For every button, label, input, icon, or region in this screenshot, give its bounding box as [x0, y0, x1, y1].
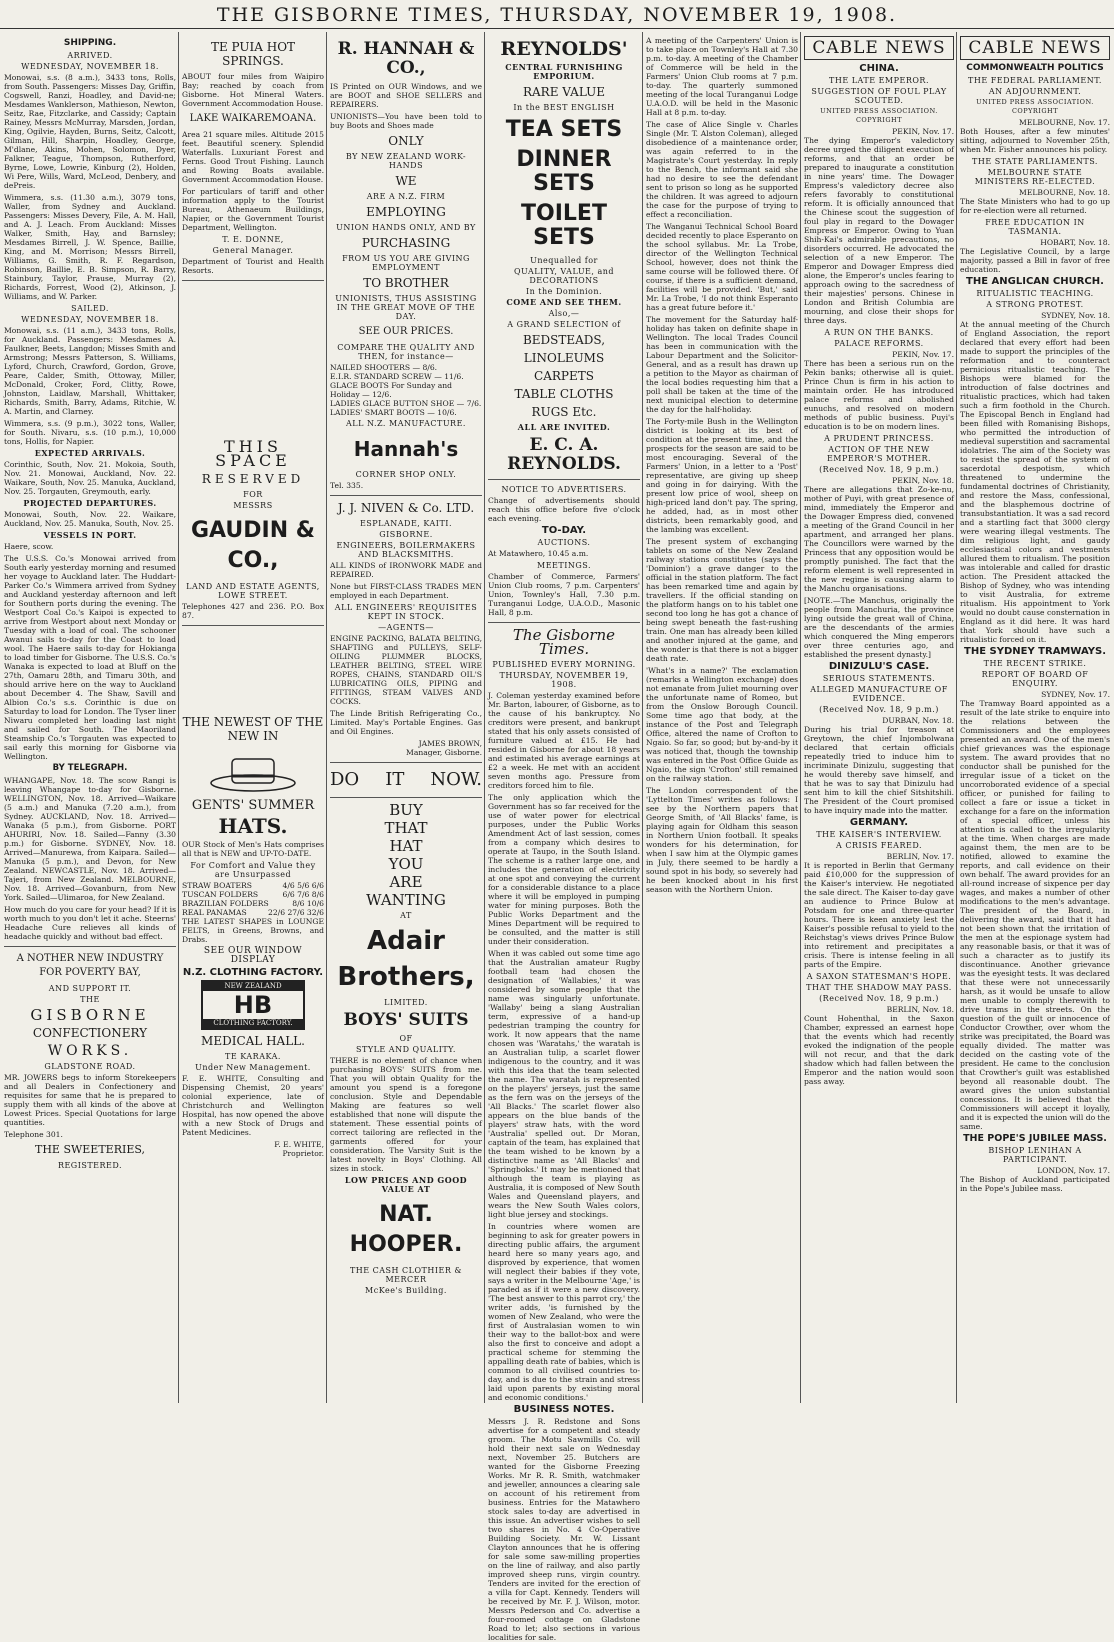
subheading: THAT THE SHADOW MAY PASS. — [806, 983, 952, 992]
ad-text: For Comfort and Value they are Unsurpassed — [190, 861, 316, 879]
ad-heading: THE NEWEST OF THE NEW IN — [182, 715, 324, 743]
section-heading: DINIZULU'S CASE. — [828, 661, 930, 672]
ad-heading: N.Z. CLOTHING FACTORY. — [182, 967, 324, 978]
slogan-word: DO — [330, 769, 360, 790]
column-news — [646, 36, 798, 1403]
slogan-word: WANTING — [366, 891, 446, 909]
ad-item: TABLE CLOTHS — [514, 387, 614, 401]
slogan-word: NOW. — [430, 769, 482, 790]
subheading: THE FEDERAL PARLIAMENT. — [968, 76, 1102, 85]
ad-heading: THE SWEETERIES, — [34, 1143, 146, 1156]
slogan-word: AT — [400, 911, 412, 920]
subheading: EXPECTED ARRIVALS. — [34, 448, 146, 458]
ad-text: FROM US YOU ARE GIVING EMPLOYMENT — [342, 254, 470, 272]
ad-text: REGISTERED. — [57, 1161, 123, 1170]
article-text: The case of Alice Single v. Charles Single (Mr. T. Alston Coleman), alleged disobedience of a maintenance order, was again referred to in the Magistrate's Court yesterday. In reply to the Bench, the informant said she had no desire to see the defendant sent to prison so long as he supported the children. It was agreed to adjourn the case for the purpose of trying to effect a reconciliation. — [646, 120, 798, 219]
article-text: Monowai, s.s. (11 a.m.), 3433 tons, Rolls, for Auckland. Passengers: Mesdames A. Faulkner, Beets, Langdon; Misses Smith and Armstrong; Messrs Patterson, S. Williams, Lyford, Church, Crawford, Gordon, Grove, Peare, Calder, Smith, Ottoway, Miller, McDonald, Croker, Ford, Clitty, Rowe, Johnston, Laidlaw, Marshall, Whittaker, Richards, Smith, Barry, Adams, Ritchie, W. A. Martin, and Clarney. — [4, 326, 176, 416]
item-name: LADIES' SMART BOOTS — [330, 408, 425, 417]
dateline: MELBOURNE, Nov. 18. — [1019, 188, 1110, 197]
article-text: Haere, scow. — [4, 542, 54, 551]
ad-text: Area 21 square miles. Altitude 2015 feet. Beautiful scenery. Splendid Waterfalls. Luxuriant Forest and Ferns. Good Trout Fishing. Launch and Rowing Boats available. Government Accommodation House. — [182, 130, 324, 184]
article-text: How much do you care for your head? If it is worth much to you don't let it ache. Steerns' Headache Cure relieves all kinds of headache quickly and without bad effect. — [4, 905, 177, 941]
article-text: At the annual meeting of the Church of England Association, the report declared that every effort had been made to support the principles of the reformation and to counteract pernicious ritualistic teaching. The Bishops were blamed for the introduction of false doctrines and ritualistic practices, which had taken such a firm foothold in the Church. The Episcopal Bench in England had been filled with Romanising Bishops, who permitted the introduction of medieval superstition and sacramental idolatries. The aim of the Society was to resist the spread of the system of sacerdotal despotism, which threatened to undermine the fundamental doctrines of Christianity, and restore the Mass, confessional, and the blasphemous doctrine of transubstantiation. It was a sad record and a startling fact that 3000 clergy were wearing illegal vestments. The dim religious light, and gaudy ecclesiastical colors and vestments allured them to ritualism. The position was intolerable and called for drastic action. The President attacked the Bishop of Sydney, who was intending to visit Australia, for extreme ritualism. His appointment to York would no doubt cause consternation in England as it did here. It was hard that York should have such a ritualistic forced on it. — [960, 320, 1110, 644]
section-heading: TO-DAY. — [541, 525, 587, 536]
notice-heading: NOTICE TO ADVERTISERS. — [501, 485, 627, 494]
ad-heading: TE PUIA HOT SPRINGS. — [210, 40, 296, 68]
slogan-word: YOU — [388, 855, 424, 873]
price-row — [182, 881, 324, 890]
ad-text: THERE is no element of chance when purchasing BOYS' SUITS from me. That you will obtain Quality for the amount you spend is a foregone conclusion. Style and Dependable Making are features so well established that none will dispute the statement. These essential points of correct tailoring are reflected in the garments offered for your consideration. The Varsity Suit is the latest novelty in Boys' Clothing. All sizes in stock. — [330, 1056, 482, 1173]
item-price: 4/6 5/6 6/6 — [282, 881, 324, 890]
subheading: SAILED. — [71, 304, 109, 313]
credit-line: UNITED PRESS ASSOCIATION. COPYRIGHT — [820, 107, 938, 124]
article-text: Monowai, South, Nov. 22. Waikare, Auckland, Nov. 25. Manuka, South, Nov. 25. — [4, 510, 176, 528]
section-heading: THE POPE'S JUBILEE MASS. — [963, 1133, 1107, 1144]
ad-text: LOW PRICES AND GOOD VALUE AT — [344, 1175, 468, 1194]
divider — [4, 946, 176, 947]
ad-signature: T. E. DONNE, — [222, 235, 284, 244]
section-banner: CABLE NEWS — [960, 36, 1110, 60]
dateline: WEDNESDAY, NOVEMBER 18. — [21, 315, 159, 324]
ad-text: ENGINEERS, BOILERMAKERS AND BLACKSMITHS. — [336, 541, 476, 559]
ad-brand: R. HANNAH & CO., — [337, 39, 475, 78]
hat-price-list — [182, 881, 324, 917]
dateline: DURBAN, Nov. 18. — [882, 716, 954, 725]
ad-heading: WORKS. — [47, 1043, 133, 1059]
ad-text: ALL KINDS of IRONWORK MADE and REPAIRED. — [330, 561, 482, 579]
slogan-word: THAT — [384, 819, 428, 837]
ad-text: COMPARE THE QUALITY AND THEN, for instance— — [337, 343, 475, 361]
ad-text: Department of Tourist and Health Resorts. — [182, 257, 324, 275]
article-text: J. Coleman yesterday examined before Mr. Barton, labourer, of Gisborne, as to the cause of his bankruptcy. No creditors were present, and bankrupt stated that his only assets consisted of furniture valued at £15. He had resided in Gisborne for about 18 years and estimated his average earnings at £2 a week. He met with an accident seven months ago. Pressure from creditors forced him to file. — [488, 691, 640, 790]
section-banner: CABLE NEWS — [804, 36, 954, 60]
ad-text: TE KARAKA. — [225, 1052, 281, 1061]
ad-item: LINOLEUMS — [523, 351, 605, 365]
ad-text: IS Printed on OUR Windows, and we are BOOT and SHOE SELLERS and REPAIRERS. — [330, 82, 482, 109]
ad-text: OF — [399, 1034, 413, 1043]
article-text: Corinthic, South, Nov. 21. Mokoia, South, Nov. 21. Monowai, Auckland, Nov. 22. Waikare, South, Nov. 25. Manuka, Auckland, Nov. 25. Torgauten, Greymouth, early. — [4, 460, 176, 496]
divider — [330, 762, 482, 763]
ad-text: ENGINE PACKING, BALATA BELTING, SHAFTING and PULLEYS, SELF-OILING PLUMMER BLOCKS, LEATHER BELTING, STEEL WIRE ROPES, CHAINS, STANDARD OIL'S LUBRICATING OILS, PIPING and FITTINGS, STEAM VALVES AND COCKS. — [330, 634, 482, 706]
dateline: THURSDAY, NOVEMBER 19, 1908. — [499, 671, 629, 689]
article-text: The State Ministers who had to go up for re-election were all returned. — [960, 197, 1110, 215]
spacer — [182, 286, 324, 436]
section-heading: THE SYDNEY TRAMWAYS. — [964, 646, 1106, 657]
column-shipping — [4, 36, 176, 1403]
ad-heading: HATS. — [218, 814, 288, 838]
subheading: MELBOURNE STATE MINISTERS RE-ELECTED. — [974, 168, 1096, 186]
divider — [488, 479, 640, 480]
ad-brand: Hannah's — [353, 437, 459, 461]
ad-text: MESSRS — [233, 501, 273, 510]
dateline: WEDNESDAY, NOVEMBER 18. — [21, 62, 159, 71]
subheading: THE STATE PARLIAMENTS. — [972, 157, 1098, 166]
item-price: 22/6 27/6 32/6 — [268, 908, 324, 917]
column-cable-news-2 — [960, 36, 1110, 1403]
dateline: PEKIN, Nov. 17. — [892, 127, 954, 136]
divider — [330, 495, 482, 496]
article-text: During his trial for treason at Greytown, the chief Injombolwana declared that certain officials repeatedly tried to induce him to incriminate Dinizulu, suggesting that he would thereby save himself, and that he was to say that Dinizulu had sent him to kill the chief Sitshitshili. The President of the Court promised to have inquiry made into the matter. — [804, 725, 954, 815]
subheading: BISHOP LENIHAN A PARTICIPANT. — [988, 1146, 1082, 1164]
item-price: 10/6. — [437, 408, 457, 417]
ad-heading: EMPLOYING — [366, 205, 446, 219]
ad-text: STYLE AND QUALITY. — [356, 1045, 456, 1054]
ad-signature: F. E. WHITE, — [274, 1140, 324, 1149]
subheading: VESSELS IN PORT. — [43, 530, 137, 540]
subheading: REPORT OF BOARD OF ENQUIRY. — [981, 670, 1089, 688]
article-text: In countries where women are beginning to ask for greater powers in directing public affairs, the argument heard here so many years ago, and disproved by experience, that women will neglect their babies if they vote, says a writer in the Melbourne 'Age,' is paraded as if it were a new discovery. 'The best answer to this parrot cry,' the writer adds, 'is furnished by the women of New Zealand, who were the first of Australasian women to win their way to the ballot-box and were also the first to conceive and adopt a practical scheme for stemming the appalling death rate of babies, which is common to all civilised countries to-day, and is due to the strain and stress laid upon parents by existing moral and economic conditions.' — [488, 1222, 640, 1402]
subheading: THE LATE EMPEROR. — [829, 76, 929, 85]
ad-text: GLADSTONE ROAD. — [44, 1062, 136, 1071]
divider — [330, 797, 482, 798]
boot-price-list — [330, 363, 482, 417]
divider — [182, 625, 324, 626]
ad-text: —AGENTS— — [378, 623, 434, 632]
clothing-factory-logo — [201, 980, 305, 1030]
column-rule — [956, 32, 957, 1403]
ad-heading: GISBORNE — [30, 1006, 150, 1024]
ad-heading: RARE VALUE — [522, 85, 605, 99]
article-text: [NOTE.—The Manchus, originally the people from Manchuria, the province lying outside the great wall of China, are the descendants of the armies which conquered the Ming emperors over three centuries ago, and established the present dynasty.] — [804, 596, 954, 659]
ad-text: CORNER SHOP ONLY. — [355, 470, 457, 479]
price-row — [182, 908, 324, 917]
column-editorial — [488, 36, 640, 1642]
newspaper-title: The Gisborne Times. — [512, 626, 616, 658]
section-heading: COMMONWEALTH POLITICS — [966, 63, 1104, 73]
subheading: THE RECENT STRIKE. — [983, 659, 1087, 668]
price-row — [182, 890, 324, 899]
section-heading: SHIPPING. — [63, 38, 117, 48]
item-name: STRAW BOATERS — [182, 881, 252, 890]
price-row — [182, 899, 324, 908]
article-text: Wimmera, s.s. (9 p.m.), 3022 tons, Waller, for South. Nivaru, s.s. (10 p.m.), 10,000 tons, Hollis, for Napier. — [4, 419, 176, 446]
logo-text: HB — [233, 991, 273, 1019]
received-line: (Received Nov. 18, 9 p.m.) — [819, 705, 939, 714]
ad-heading: THIS SPACE — [215, 437, 291, 470]
ad-text: ALL ENGINEERS' REQUISITES KEPT IN STOCK. — [334, 603, 478, 621]
ad-text: COME AND SEE THEM. — [506, 297, 622, 307]
subheading: THE KAISER'S INTERVIEW. — [816, 830, 942, 839]
ad-text: SEE OUR WINDOW DISPLAY — [203, 946, 303, 965]
spacer — [182, 631, 324, 711]
ad-phone: Tel. 335. — [330, 481, 364, 490]
ad-brand: NAT. HOOPER. — [349, 1202, 463, 1257]
article-text: Both Houses, after a few minutes' sitting, adjourned to November 25th, when Mr. Fisher announces his policy. — [960, 127, 1110, 154]
column-rule — [178, 32, 179, 1403]
ad-brand: E. C. A. REYNOLDS. — [507, 435, 621, 474]
section-heading: THE ANGLICAN CHURCH. — [966, 276, 1104, 287]
item-price: 6/6 7/6 8/6 — [282, 890, 324, 899]
ad-signature: General Manager. — [212, 246, 294, 255]
ad-phone: Telephone 301. — [4, 1130, 63, 1139]
ad-text: THE — [80, 995, 100, 1004]
subheading: SERIOUS STATEMENTS. — [822, 674, 936, 683]
item-price: 11/6. — [444, 372, 464, 381]
ad-heading: MEDICAL HALL. — [201, 1034, 305, 1048]
article-text: Messrs J. R. Redstone and Sons advertise for a competent and steady groom. The Motu Sawmills Co. will hold their next sale on Wednesday next, November 25. Butchers are wanted for the Gisborne Freezing Works. Mr R. R. Smith, watchmaker and jeweller, announces a clearing sale on account of his retirement from business. Entries for the Matawhero stock sales to-day are advertised in this issue. An advertiser wishes to sell two shares in No. 4 Co-Operative Building Society. Mr. W. Lissant Clayton announces that he is offering for sale some saw-milling properties on the line of railway, and also partly improved sheep runs, virgin country. Tenders are invited for the erection of a villa for Capt. Kennedy. Tenders will be received by Mr. F. J. Wilson, motor. Messrs Pederson and Co. advertise a four-roomed cottage on Gladstone Road to let; also sections in various localities for sale. — [488, 1417, 640, 1642]
ad-heading: TEA SETS — [505, 117, 623, 142]
item-price: 8/6. — [422, 363, 438, 372]
ad-item: BEDSTEADS, — [522, 333, 606, 347]
article-text: There has been a serious run on the Pekin banks; otherwise all is quiet. Prince Chun is firm in his action to maintain order. He has introduced palace reforms and abolished eunuchs, and resolved on modern methods of public business. Puyi's education is to be on modern lines. — [804, 359, 954, 431]
column-rule — [800, 32, 801, 1403]
ad-text: MR. JOWERS begs to inform Storekeepers and all Dealers in Confectionery and requisites for same that he is prepared to supply them with all kinds of the above at Lowest Prices. Special Quotations for large quantities. — [4, 1073, 176, 1127]
ad-heading: TOILET SETS — [521, 201, 607, 250]
dateline: BERLIN, Nov. 18. — [886, 1005, 954, 1014]
ad-text: UNION HANDS ONLY, AND BY — [336, 223, 476, 232]
logo-text: NEW ZEALAND — [203, 982, 303, 991]
item-price: 8/6 10/6 — [292, 899, 324, 908]
item-name: REAL PANAMAS — [182, 908, 247, 917]
ad-heading: WE — [395, 174, 417, 188]
dateline: LONDON, Nov. 17. — [1037, 1166, 1110, 1175]
ad-brand: REYNOLDS' — [500, 38, 628, 60]
article-text: Count Hohenthal, in the Saxon Chamber, expressed an earnest hope that the events which had recently evoked the indignation of the people will not recur, and that the dark shadow which had fallen between the Emperor and the nation would soon pass away. — [804, 1014, 954, 1086]
article-text: The movement for the Saturday half-holiday has taken on definite shape in Wellington. The local Trades Council has been in communication with the Labour Department and the Solicitor-General, and as a result has drawn up a petition to the Mayor as chairman of the local bodies requesting him that a poll shall be taken at the time of the next municipal election to determine the day for the half-holiday. — [646, 315, 798, 414]
article-text: The Legislative Council, by a large majority, passed a Bill in favor of free education. — [960, 247, 1110, 274]
masthead: THE GISBORNE TIMES, THURSDAY, NOVEMBER 19, 1908. — [0, 0, 1114, 29]
ad-text: ABOUT four miles from Waipiro Bay; reached by coach from Gisborne. Hot Mineral Waters. Government Accommodation House. — [182, 72, 324, 108]
ad-heading: LAKE WAIKAREMOANA. — [189, 113, 317, 124]
article-text: The present system of exchanging tablets on some of the New Zealand railway stations constitutes (says the 'Dominion') a grave danger to the official in the station platform. The fact has been remarked time and again by travellers. If the official standing on the platform hangs on to his tablet one second too long he has got a chance of being swept beneath the fast-rushing train. One man has already been killed and another injured at the game, and the wonder is that there is not a bigger death rate. — [646, 537, 798, 663]
section-heading: CHINA. — [859, 63, 899, 74]
article-text: The dying Emperor's valedictory decree urged the diligent execution of reforms, and that an order be prepared to inaugurate a constitution in nine years' time. The Dowager Empress's valedictory decree also refers favorably to constitutional reform. It is officially announced that the Chinese scout the suggestion of foul play in regard to the Dowager Empress or Emperor. Owing to Yuan Shih-Kai's admirable precautions, no disorders occurred. He advocated the selection of a new Emperor. The Emperor and Dowager Empress died alone, the Emperor's uncles fearing to approach owing to the sacredness of their majesties' persons. Chinese in London and British Columbia are mourning, and close their shops for three days. — [804, 136, 954, 325]
subheading: PROJECTED DEPARTURES. — [23, 498, 157, 508]
section-heading: GERMANY. — [849, 817, 909, 828]
dateline: BERLIN, Nov. 17. — [886, 852, 954, 861]
dateline: SYDNEY, Nov. 18. — [1041, 311, 1110, 320]
ad-heading: CONFECTIONERY — [32, 1026, 148, 1040]
article-text: The U.S.S. Co.'s Monowai arrived from South early yesterday morning and resumed her voyage to Auckland later. The Huddart-Parker Co.'s Wimmera arrived from Sydney and Auckland yesterday afternoon and left for Southern ports during the evening. The Westport Coal Co.'s Kaipoi is expected to arrive from Westport about next Monday or Tuesday with a load of coal. The schooner Awanui sails to-day for the Coast to load wool. The Haere sails to-day for Hokianga to load timber for Gisborne. The U.S.S. Co.'s Wanaka is expected to load at Bluff on the 27th, Oamaru 28th, and Timaru 30th, and should arrive here on the way to Auckland about December 4. The Shaw, Savill and Albion Co.'s s.s. Corinthic is due on Saturday to load for London. The Tyser liner Niwaru completed her loading last night and sailed for South. The Maoriland Steamship Co.'s Torgauten was expected to sail early this morning for Gisborne via Wellington. — [4, 554, 176, 761]
ad-text: LAND AND ESTATE AGENTS, LOWE STREET. — [186, 582, 320, 600]
ad-text: Also,— — [548, 309, 580, 318]
ad-text: UNIONISTS—You have been told to buy Boots and Shoes made — [330, 112, 482, 130]
ad-text: A GRAND SELECTION of — [507, 320, 621, 329]
ad-signature: JAMES BROWN, — [418, 739, 482, 748]
price-row: GLACE BOOTS For Sunday and Holiday — 12/6. — [330, 381, 453, 399]
article-text: The Bishop of Auckland participated in the Pope's Jubilee mass. — [960, 1175, 1110, 1193]
divider — [182, 280, 324, 281]
price-row: LADIES GLACE BUTTON SHOE — 7/6. — [330, 399, 482, 408]
subheading: ALLEGED MANUFACTURE OF EVIDENCE. — [810, 685, 948, 703]
ad-signature: Manager, Gisborne. — [406, 748, 482, 757]
subheading: PUBLISHED EVERY MORNING. — [492, 660, 636, 669]
ad-text: McKee's Building. — [365, 1286, 447, 1295]
subheading: ACTION OF THE NEW EMPEROR'S MOTHER. — [826, 445, 932, 463]
price-row: LADIES' SMART BOOTS — 10/6. — [330, 408, 457, 417]
received-line: (Received Nov. 18, 9 p.m.) — [819, 994, 939, 1003]
ad-text: THE LATEST SHAPES in LOUNGE FELTS, in Greens, Browns, and Drabs. — [182, 917, 324, 944]
article-text: It is reported in Berlin that Germany paid £10,000 for the suppression of the Kaiser's interview. He negotiated the sale direct. The Kaiser to-day gave an audience to Prince Bulow at Potsdam for one and three-quarter hours. There is keen anxiety lest the Kaiser's possible refusal to yield to the Reichstag's views drives Prince Bulow into retirement and precipitates a crisis. There is intense feeling in all parts of the Empire. — [804, 861, 954, 969]
ad-text: AND SUPPORT IT. — [48, 984, 132, 993]
dateline: MELBOURNE, Nov. 17. — [1019, 118, 1110, 127]
ad-text: ESPLANADE, KAITI. — [359, 519, 453, 528]
item-name: TUSCAN FOLDERS — [182, 890, 259, 899]
ad-text: None but FIRST-CLASS TRADES MEN employed in each Department. — [330, 582, 482, 600]
article-text: The Forty-mile Bush in the Wellington district is looking at its best of condition at the present time, and the prospects for the season are said to be most encouraging. Several of the Farmers' Union, in a letter to a 'Post' representative, are giving up sheep and going in for dairying. With the present low price of wool, sheep on high-priced land don't pay. The spring, he added, had, as in most other districts, been remarkably good, and the lambing was excellent. — [646, 417, 798, 534]
subheading: RITUALISTIC TEACHING. — [976, 289, 1094, 298]
subheading: A RUN ON THE BANKS. — [824, 328, 934, 337]
ad-item: RUGS Etc. — [531, 405, 597, 419]
article-text: The Wanganui Technical School Board decided recently to place Esperanto on the school syllabus. Mr. La Trobe, director of the Wellington Technical School, however, does not think the same course will be followed there. Of course, if there is a sufficient demand, facilities will be provided. 'But,' said Mr. La Trobe, 'I do not think Esperanto has a great future before it.' — [646, 222, 798, 312]
ad-heading: SEE OUR PRICES. — [358, 326, 454, 337]
subheading: PALACE REFORMS. — [834, 339, 924, 348]
ad-text: QUALITY, VALUE, and DECORATIONS — [513, 267, 615, 285]
subheading: A SAXON STATESMAN'S HOPE. — [806, 972, 952, 981]
ad-text: GISBORNE. — [379, 530, 433, 539]
price-row: NAILED SHOOTERS — 8/6. — [330, 363, 438, 372]
ad-text: F. E. WHITE, Consulting and Dispensing Chemist, 20 years' colonial experience, late of Christchurch and Wellington Hospital, has now opened the above with a new Stock of Drugs and Patent Medicines. — [182, 1074, 324, 1137]
ad-heading: GENTS' SUMMER — [191, 798, 315, 813]
ad-brand: J. J. NIVEN & Co. LTD. — [337, 501, 475, 515]
ad-brand: Brothers, — [337, 962, 475, 992]
credit-line: UNITED PRESS ASSOCIATION. COPYRIGHT — [976, 98, 1094, 115]
ad-heading: BOYS' SUITS — [343, 1010, 469, 1030]
subheading: FREE EDUCATION IN TASMANIA. — [985, 218, 1085, 236]
ad-heading: TO BROTHER — [363, 276, 449, 290]
column-rule — [642, 32, 643, 1403]
item-price: 12/6. — [372, 390, 392, 399]
slogan-word: BUY — [389, 801, 423, 819]
item-name: GLACE BOOTS For Sunday and Holiday — [330, 381, 453, 399]
ad-text: FOR — [243, 490, 263, 499]
item-name: BRAZILIAN FOLDERS — [182, 899, 269, 908]
slogan-word: HAT — [389, 837, 423, 855]
item-name: E.I.R. STANDARD SCREW — [330, 372, 432, 381]
ad-text: For particulars of tariff and other information apply to the Tourist Bureau, Athenaeum Buildings, Napier, or the Government Tourist Department, Wellington. — [182, 187, 324, 232]
article-text: There are allegations that Zo-ke-nu, mother of Puyi, with great presence of mind, immediately the Emperor and the Dowager Empress died, convened a meeting of the Grand Council in her apartment, and arranged her plans. The Councillors were warned by the Princess that any opposition would be promptly punished. The fact that the reform element is well represented in the new regime is causing alarm to the Manchu organisations. — [804, 485, 954, 593]
ad-text: ALL ARE INVITED. — [517, 422, 611, 432]
article-text: The only application which the Government has so far received for the use of water power for electrical purposes, under the Public Works Amendment Act of last session, comes from a company which desires to operate at Taupo, in the South Island. The scheme is a rather large one, and includes the generation of electricity at one spot and conveying the current for a considerable distance to a place where it will be employed in pumping water for mining purposes. Both the Public Works Department and the Mines Department will be required to be consulted, and the matter is still under their consideration. — [488, 793, 640, 946]
article-text: The London correspondent of the 'Lyttelton Times' writes as follows: I see by the Northern papers that George Smith, of 'All Blacks' fame, is playing again for Oldham this season in Northern Union football. It speaks wonders for his determination, for when I saw him at the Olympic games in July, there seemed to be hardly a sound spot in his body, so severely had he been knocked about in his first season with the Northern Union. — [646, 786, 798, 894]
price-row: E.I.R. STANDARD SCREW — 11/6. — [330, 372, 464, 381]
subheading: AUCTIONS. — [537, 538, 591, 547]
ad-text: The Linde British Refrigerating Co., Limited. May's Portable Engines. Gas and Oil Engines. — [330, 709, 482, 736]
slogan-word: ARE — [389, 873, 423, 891]
hat-illustration — [208, 749, 298, 793]
subheading: A CRISIS FEARED. — [836, 841, 922, 850]
subheading: SUGGESTION OF FOUL PLAY SCOUTED. — [811, 87, 947, 105]
ad-heading: RESERVED — [201, 472, 305, 486]
article-text: When it was cabled out some time ago that the Australian amateur Rugby football team had chosen the designation of 'Wallabies,' it was considered by some people that the name was singularly unfortunate. 'Wallaby' being a slang Australian term, expressive of a hand-up pedestrian tramping the country for work. It now appears that the name chosen was 'Waratahs,' the waratah is an Australian tulip, a scarlet flower indigenous to the country, and it was with this idea that the team selected the name. The waratah is represented on the players' jerseys, just the same as the fern was on the jerseys of the 'All Blacks.' The scarlet flower also appears on the blue bands of the players' straw hats, with the word 'Australia' spelled out. Dr Moran, captain of the team, has explained that the team wished to be known by a distinctive name as 'All Blacks' and 'Springboks.' It may be mentioned that although the team is playing as Australia, it is composed of New South Wales and Queensland players, and wears the New South Wales colors, light blue jersey and stockings. — [488, 949, 640, 1219]
item-name: NAILED SHOOTERS — [330, 363, 411, 372]
ad-signature: Proprietor. — [282, 1149, 324, 1158]
article-text: At Matawhero, 10.45 a.m. — [488, 549, 589, 558]
column-rule — [484, 32, 485, 1403]
subheading: AN ADJOURNMENT. — [988, 87, 1082, 96]
ad-heading: DINNER SETS — [516, 147, 612, 196]
logo-text: CLOTHING FACTORY. — [203, 1019, 303, 1028]
dateline: SYDNEY, Nov. 17. — [1041, 690, 1110, 699]
dateline: PEKIN, Nov. 17. — [892, 350, 954, 359]
slogan-word: IT — [385, 769, 405, 790]
item-name: LADIES GLACE BUTTON SHOE — [330, 399, 455, 408]
column-adverts — [182, 36, 324, 1403]
ad-text: Unequalled for — [530, 256, 598, 265]
ad-brand: GAUDIN & CO., — [191, 518, 315, 573]
received-line: (Received Nov. 18, 9 p.m.) — [819, 465, 939, 474]
article-text: WHANGAPE, Nov. 18. The scow Rangi is leaving Whangape to-day for Gisborne. WELLINGTON, Nov. 18. Arrived—Waikare (5 a.m.) and Manuka (7.20 a.m.), from Sydney. AUCKLAND, Nov. 18. Arrived—Wanaka (5 p.m.), from Gisborne. PORT AHURIRI, Nov. 18. Sailed—Fanny (3.30 p.m.) for Gisborne. SYDNEY, Nov. 18. Arrived—Manurewa, from Kaipara. Sailed—Manuka (5 p.m.), and Devon, for New Zealand. NEWCASTLE, Nov. 18. Arrived—Tajeri, from New Zealand. MELBOURNE, Nov. 18. Arrived—Govanburn, from New York. Sailed—Ulimaroa, for New Zealand. — [4, 776, 176, 902]
item-price: 7/6. — [466, 399, 482, 408]
notice-text: Change of advertisements should reach this office before five o'clock each evening. — [488, 496, 640, 523]
subheading: MEETINGS. — [537, 561, 591, 570]
column-cable-news — [804, 36, 954, 1403]
section-heading: BUSINESS NOTES. — [513, 1404, 615, 1415]
article-text: Wimmera, s.s. (11.30 a.m.), 3079 tons, Waller, from Sydney and Auckland. Passengers: Misses Devery, File, A. M. Hall, and A. J. Leach. From Auckland: Misses Walker, Smith, Hay, and Barnsley; Mesdames Birrell, J. W. Spence, Baillie, King, and M. Morrison; Messrs Birrell, Williams, G. Smith, R. F. Regardson, Robinson, Baillie, E. B. Simpson, R. Barry, Stainbury, Taylor, Prause, Murray (2), Richards, Forrest, Wood (2), Atkinson, J. Williams, and W. Parker. — [4, 193, 176, 301]
article-text: 'What's in a name?' The exclamation (remarks a Wellington exchange) does not emanate from Juliet mourning over the unfortunate name of Romeo, but from the Onslow Borough Council. Some time ago that body, at the instance of the Post and Telegraph Office, altered the name of Crofton to Ngaio. So far, so good; but by-and-by it was noticed that, though the township was entered in the Post Office Guide as Ngaio, the sign 'Crofton' still remained on the railway station. — [646, 666, 798, 783]
dateline: HOBART, Nov. 18. — [1040, 238, 1110, 247]
column-rule — [326, 32, 327, 1403]
ad-text: Under New Management. — [195, 1063, 311, 1072]
ad-text: In the BEST ENGLISH — [513, 103, 615, 112]
ad-heading: ONLY — [388, 134, 424, 148]
subheading: A PRUDENT PRINCESS. — [824, 434, 934, 443]
ad-text: OUR Stock of Men's Hats comprises all that is NEW and UP-TO-DATE. — [182, 840, 324, 858]
subheading: BY TELEGRAPH. — [52, 763, 128, 773]
ad-item: CARPETS — [534, 369, 594, 383]
ad-brand: Adair — [366, 926, 445, 956]
article-text: The Tramway Board appointed as a result of the late strike to enquire into the relations between the Commissioners and the employees presented an award. One of the men's chief grievances was the espionage system. The award provides that no conductor shall be punished for the irregular issue of a ticket on the uncorroborated evidence of a special officer, or punished for failing to collect a fare or issue a ticket in exchange for a fare on the information of a special officer, unless his attention is called to the irregularity at the time. When charges are made against them, the men are to be notified, allowed to examine the reports, and call evidence on their own behalf. The award provides for an all-round increase of sixpence per day wages, and makes a number of other modifications to the men's advantage. The president of the Board, in delivering the award, said that it had not been shown that the irritation of the men at the espionage system had any reasonable basis, or that it was of such a character as to justify its discontinuance. Another grievance was the eyesight tests. It was declared that these were not unnecessarily harsh, as it would be unsafe to allow men unable to comply therewith to drive trams in the streets. On the question of the guilt or innocence of Conductor Crowther, over whom the strike was precipitated, the Board was equally divided. The matter was decided on the casting vote of the president. He came to the conclusion that Crowther's guilt was established beyond all reasonable doubt. The award gives the union substantial concessions. It is believed that the Commissioners will accept it loyally, and it is expected the union will do the same. — [960, 699, 1110, 1131]
ad-slogan — [330, 768, 482, 792]
ad-heading: PURCHASING — [361, 236, 451, 250]
ad-text: ARE A N.Z. FIRM — [366, 192, 446, 201]
ad-text: THE CASH CLOTHIER & MERCER — [349, 1266, 463, 1284]
ad-text: CENTRAL FURNISHING EMPORIUM. — [505, 62, 623, 81]
column-adverts-2 — [330, 36, 482, 1403]
divider — [488, 622, 640, 623]
ad-text: Telephones 427 and 236. P.O. Box 87. — [182, 602, 324, 620]
ad-text: UNIONISTS, THUS ASSISTING IN THE GREAT MOVE OF THE DAY. — [335, 294, 477, 321]
article-text: Chamber of Commerce, Farmers' Union Club rooms, 7 p.m. Carpenters' Union, Townley's Hall, 7.30 p.m. Turanganui Lodge, U.A.O.D., Masonic Hall, 8 p.m. — [488, 572, 640, 617]
ad-heading: A NOTHER NEW INDUSTRY FOR POVERTY BAY, — [16, 953, 164, 978]
ad-text: ALL N.Z. MANUFACTURE. — [346, 419, 466, 428]
subheading: A STRONG PROTEST. — [986, 300, 1084, 309]
article-text: Monowai, s.s. (8 a.m.), 3433 tons, Rolls, from South. Passengers: Misses Day, Griffin, Cogswell, Ranzi, Hoadley, and David-ne; Mesdames Wanklerson, Mathieson, Newton, Seitz, Rae, Fitzclarke, and Cassidy; Captain Rainey, Messrs McMurray, Marsden, Jordan, King, Ogilvie, Hayden, Burns, Seitz, Calcott, Gilman, Hill, Sharpin, Hoadley, George, M'dlane, Akins, Mohen, Solomon, Dyer, Falkner, Teague, Thompson, Rutherford, Byrne, Lowe, Lowrie, Kinburg (2), Holden, Wi Pere, Wills, Ward, McLeod, Denbery, and dePreis. — [4, 73, 176, 190]
subheading: ARRIVED. — [67, 51, 113, 60]
dateline: PEKIN, Nov. 18. — [892, 476, 954, 485]
ad-text: LIMITED. — [384, 998, 428, 1007]
ad-text: In the Dominion. — [525, 287, 603, 296]
article-text: A meeting of the Carpenters' Union is to take place on Townley's Hall at 7.30 p.m. to-day. A meeting of the Chamber of Commerce will be held in the Farmers' Union Club rooms at 7 p.m. to-day. The quarterly summoned meeting of the local Turanganui Lodge U.A.O.D. will be held in the Masonic Hall at 8 p.m. to-day. — [646, 36, 798, 117]
ad-text: BY NEW ZEALAND WORK-HANDS — [345, 152, 467, 170]
